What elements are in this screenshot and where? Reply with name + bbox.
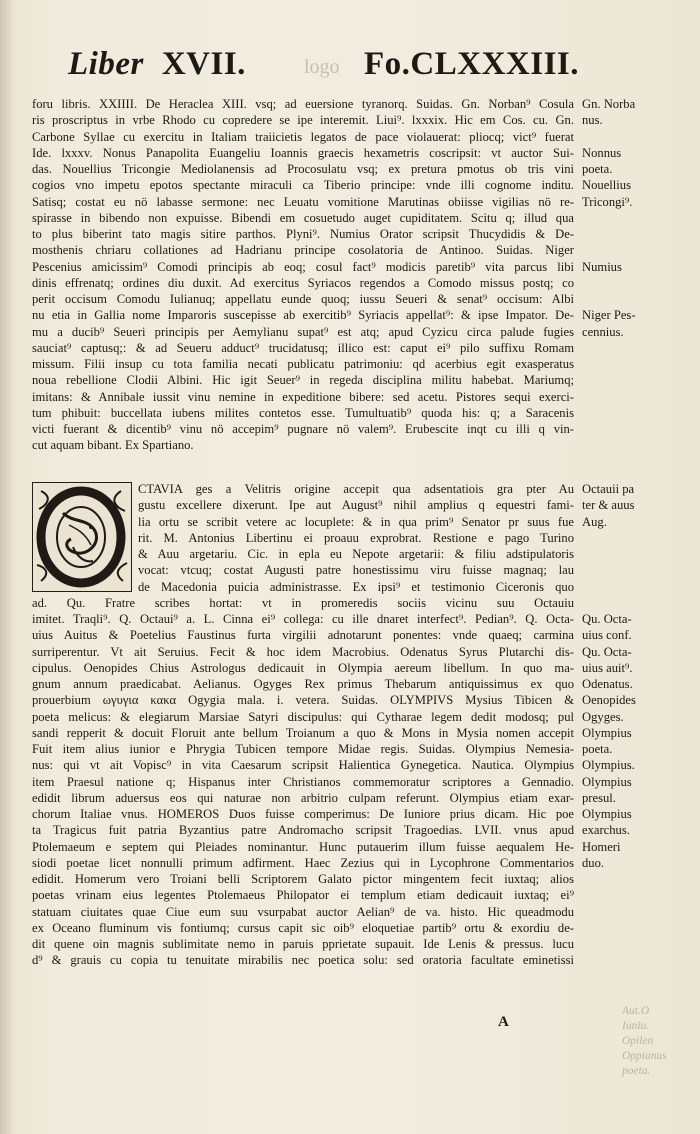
margin-note: poeta. [582,742,613,756]
text-line: cogios vno impetu epotos spectante miraculi ca Tiberio principe: vnde illi cognome inditu. [32,178,574,193]
signature-mark: A [498,1014,509,1030]
margin-note: poeta. [582,162,613,176]
text-line: noua rebellione Clodii Albini. Hic igit Seuer⁹ in regeda disciplina militu habebat. Mariumq; [32,373,574,388]
text-line: to plus biberint tato magis sitire parthos. Plyni⁹. Numius Orator scripsit Thucydidis & De- [32,227,574,241]
margin-note: Octauii pa [582,482,635,496]
text-line: mu a ducib⁹ Seueri principis per Aemylianu supat⁹ est atq; apud Cyzicu circa palude fugies [32,324,574,339]
text-line: Satisq; costat eu nö labasse sermone: nec Leuatu vomitione Marutinas obiisse vigilias nö re- [32,194,574,209]
margin-note: Olympius [582,725,632,740]
bleed-through-logo: logo [304,56,340,78]
text-line: & Auu argetariu. Cic. in epla eu Nepote argetarii: & filiu adstipulatoris [138,547,574,561]
margin-note: uius conf. [582,628,632,643]
margin-note: Aug. [582,514,607,529]
text-line: Fuit item alius iunior e Phrygia Tubicen tempore Midae regis. Suidas. Olympius Nemesia- [32,742,574,756]
text-line: Pescenius amicissim⁹ Comodi principis ab eoq; cosul fact⁹ modicis paretib⁹ vita parcus libi [32,259,574,274]
text-line: mosthenis chriaru collationes ad Hadrianu principe cosolatoria de Antinoo. Suidas. Niger [32,243,574,258]
text-line: ta Tragicus fuit patria Byzantius patre Andromacho scripsit Tragoedias. LVII. vnus apud [32,823,574,838]
text-line: sauciat⁹ captusq;: & ad Seueru adduct⁹ trucidatusq; illico est: caput ei⁹ pilo suffixu Romam [32,340,574,355]
text-line: edidit librum aduersus eos qui naturae non arbitrio culpam referunt. Olympius etiam exar- [32,790,574,805]
text-line: spirasse in bibendo non expuisse. Bibendi em cosuetudo auget cupiditatem. Scitu q; illud qua [32,210,574,225]
text-line: ris proscriptus in vrbe Rhodo cu copredere se ipe interemit. Liui⁹. lxxxix. Hic em Cos. cu. Gn. [32,113,574,128]
folio-number: Fo.CLXXXIII. [364,46,580,82]
margin-note: presul. [582,790,616,805]
text-line: Ide. lxxxv. Nonus Panapolita Euangeliu Ioannis graecis hexametris coscripsit: vt auctor Sui- [32,145,574,160]
margin-note: Nonnus [582,145,622,160]
bleed-through-line: Aut.O [622,1005,650,1017]
margin-note: Tricongi⁹. [582,194,633,209]
text-line: tum phibuit: buccellata iubens milites contetos esse. Tumultuatib⁹ quoda his: q; a Saracenis [32,405,574,420]
text-line: edidit. Homerum vero Troiani belli Scriptorem Galato pictor mingentem fecit iuxtaq; alios [32,872,574,886]
text-line: cipulus. Oenopides Chius Astrologus dedicauit in Olympia aereum libellum. In quo ma- [32,660,574,675]
margin-note: Nouellius [582,178,631,193]
bleed-through-line: Opilen [622,1035,654,1047]
text-line: perit occisum Comodu Iulianuq; appellatu eunde quoq; iussu Seueri & senat⁹ occisum: Albi [32,292,574,306]
text-line: rit. M. Antonius Libertinu ei proauu exprobrat. Restione e pago Turino [138,530,574,545]
text-line: missum. Filii insup cu tota familia necati publicatu patrimoniu: qd acerbius egit exasperatus [32,357,574,371]
text-line: dinis effrenatq; ordines diu duxit. Ad exercitus Syriacos regendos a Comodo missus postq; co [32,275,574,290]
text-line: ex Oceano fluminum vis fontiumq; cursus capit sic oib⁹ eloquetiae partib⁹ ortu & exordiu de- [32,920,574,935]
margin-note: ter & auus [582,498,635,513]
paragraph-2 [32,481,574,969]
folio-book-label [68,46,246,83]
margin-note: exarchus. [582,823,630,838]
margin-note: Olympius [582,774,632,789]
text-line: Ptolemaeum e septem qui Pleiades nominantur. Hunc putauerim illum fuisse aequalem He- [32,839,574,854]
running-head [68,40,618,92]
liber-word: Liber [68,46,144,82]
text-line: de Macedonia puicia administrasse. Ex ipsi⁹ et testimonio Ciceronis quo [138,579,574,594]
margin-note: Niger Pes- [582,308,636,323]
text-line: imitans: & Annibale iussit vinu nemine in expeditione bibere: sed acetu. Pistores sequi exerci- [32,389,574,404]
text-line: cut aquam bibant. Ex Spartiano. [32,438,194,453]
text-line: sandi repperit & docuit Floruit ante bellum Troianum a quo & Mons in Mysia nomen accepit [32,725,574,740]
bleed-through-line: poeta. [622,1065,651,1077]
margin-note: Qu. Octa- [582,612,632,626]
text-line: victi fuerant & dicentib⁹ vinu nö accepim⁹ pugnare nö valem⁹. Erubescite inqt cu illi q vin- [32,422,574,436]
text-line: item Praesul natione q; Hispanus inter Christianos commemoratur scriptores a Gennadio. [32,774,574,789]
text-line: gustu excellere dixerunt. Ipe aut August⁹ nihil amplius q equestri fami- [138,498,574,513]
text-line: surriperentur. Vt ait Seruius. Fecit & hoc idem Macrobius. Odenatus Syrus Plutarchi dis- [32,644,574,659]
text-line: siodi poetae licet nonnulli primum adfirment. Haec Zezius qui in Lycophrone Commentarios [32,855,574,870]
text-line: Carbone Syllae cu exercitu in Italiam traiicietis legatos de pace violauerat: pliocq; vict⁹ fuerat [32,129,574,144]
text-line: chorum Italiae vnus. HOMEROS Duos fuisse comperimus: De Iuniore prius dicam. Hic poe [32,807,574,821]
text-line: CTAVIA ges a Velitris origine accepit qua adsentatiois gra pter Au [138,482,574,496]
text-line: ad. Qu. Fratre scribes hortat: vt in promeredis sociis vicinu suu Octauiu [32,595,574,610]
text-line: poeta melicus: & elegiarum Marsiae Satyri discipulus: qui Cytharae legem dedit modosq; pul [32,709,574,724]
text-line: imitet. Traqli⁹. Q. Octaui⁹ a. L. Cinna ei⁹ collega: cu ille dnaret interfect⁹. Pedian⁹. Q. Octa- [32,612,574,626]
text-line: lia ortu se scribit vetere ac locuplete: & in qua prim⁹ Senator pr suus fue [138,514,574,529]
margin-note: duo. [582,855,605,870]
bleed-through-text [622,1004,667,1079]
margin-note: Odenatus. [582,677,633,691]
margin-note: uius auit⁹. [582,660,633,675]
book-number: XVII. [161,46,246,82]
bleed-through-line: Oppianus [622,1050,667,1062]
margin-note: Ogyges. [582,709,624,724]
margin-note: cennius. [582,324,624,339]
text-line: prouerbium ωγυγια κακα Ogygia mala. i. vetera. Suidas. OLYMPIVS Mysius Tibicen & [32,693,574,708]
text-line: foru libris. XXIIII. De Heraclea XIII. vsq; ad euersione tyranorq. Suidas. Gn. Norban⁹ Cosula [32,97,574,111]
text-line: vocat: vtcuq; costat Augusti patre honestissimu viru fuisse magnaq; lau [138,563,574,578]
paragraph-1 [32,96,574,454]
text-line: gnum annum praedicabat. Aelianus. Ogyges Rex primus Thebarum antiquissimus ex quo [32,677,574,691]
margin-note: Qu. Octa- [582,644,632,659]
margin-note: Numius [582,259,622,274]
text-line: statuam ciuitates quae Ciue eum suu vsurpabat auctor Aelian⁹ de va. histo. Hic queadmodu [32,904,574,919]
margin-note: Olympius [582,807,632,821]
margin-note: Olympius. [582,758,635,773]
margin-note: Homeri [582,839,621,854]
margin-note: nus. [582,113,603,128]
text-line: uius Auitus & Poetelius Faustinus furta virgilii adnotarunt ponentes: vnde quaeq; carmina [32,628,574,643]
text-line: nus: qui vt ait Vopisc⁹ in vita Caesarum scripsit Halientica Gynegetica. Nautica. Olympius [32,758,574,773]
text-line: nu etia in Gallia nome Imparoris suscepisse ab exercitib⁹ Syriacis appellat⁹: & ipse Impator. De- [32,308,574,323]
text-line: dit quene oin magnis sublimitate nemo in paruis pprietate supauit. Ide Lenis & pressus. lucu [32,937,574,951]
text-line: das. Nouellius Tricongie Mediolanensis ad Procosulatu vsq; ex pretura pmotus ob tris vini [32,162,574,176]
margin-note: Oenopides [582,693,636,708]
text-line: poetas vrinam eius legentes Ptolemaeus Philopator ei templum etiam dedicauit iuxtaq; ei⁹ [32,888,574,903]
text-line: d⁹ & grauis cu copia tu tenuitate mirabilis nec poetica solu: sed oratoria facultate eminetissi [32,953,574,968]
bleed-through-line: Iuniu. [622,1020,650,1032]
margin-note: Gn. Norba [582,97,636,111]
